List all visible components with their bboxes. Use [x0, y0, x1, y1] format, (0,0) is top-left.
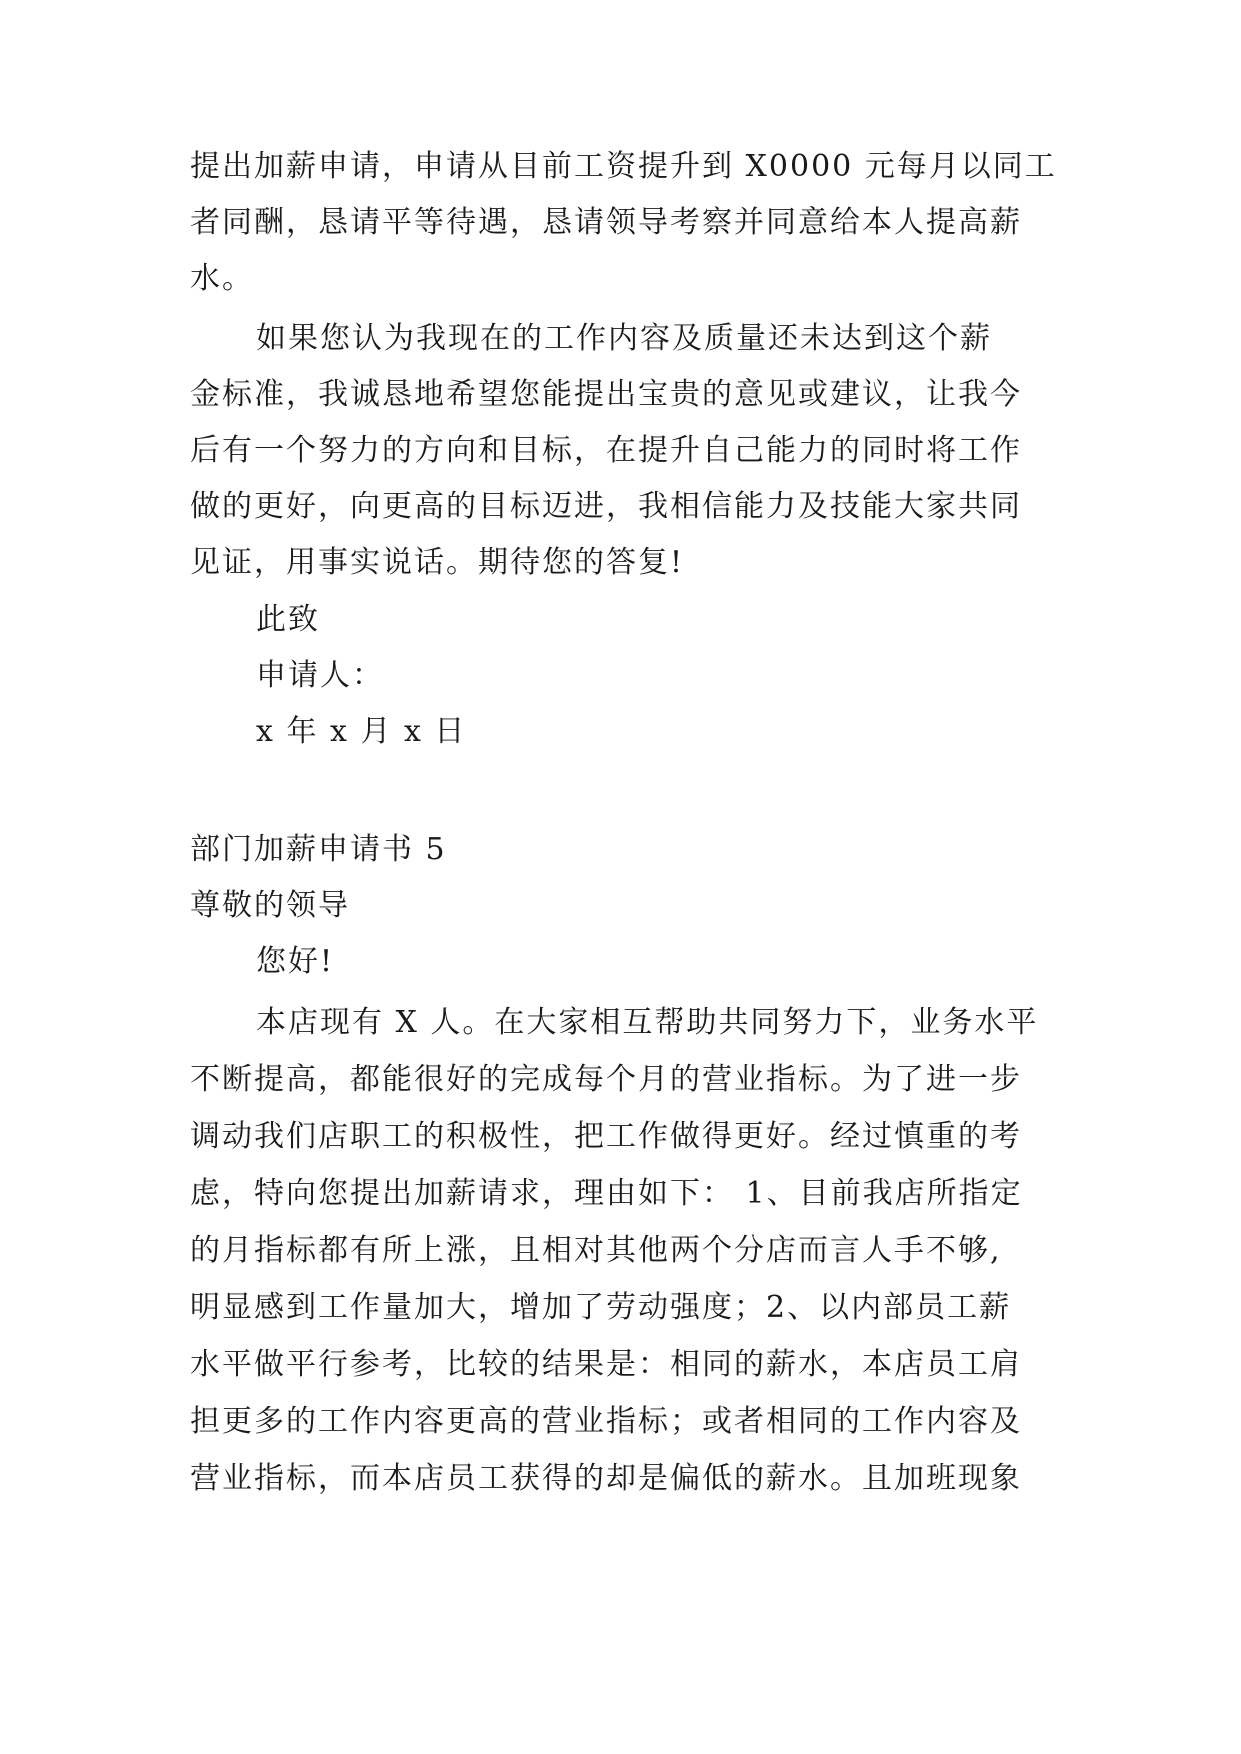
paragraph-line: 水平做平行参考，比较的结果是：相同的薪水，本店员工肩	[190, 1347, 1022, 1382]
applicant-label: 申请人：	[256, 658, 384, 693]
section-title: 部门加薪申请书 5	[190, 832, 447, 867]
paragraph-line: 明显感到工作量加大，增加了劳动强度；2、以内部员工薪	[190, 1290, 1012, 1325]
paragraph-line: 做的更好，向更高的目标迈进，我相信能力及技能大家共同	[190, 489, 1022, 524]
greeting: 您好!	[256, 944, 335, 979]
paragraph-line: 提出加薪申请，申请从目前工资提升到 X0000 元每月以同工	[190, 149, 1057, 184]
closing-text: 此致	[256, 602, 320, 637]
paragraph-line: 不断提高，都能很好的完成每个月的营业指标。为了进一步	[190, 1062, 1022, 1097]
paragraph-line: 者同酬，恳请平等待遇，恳请领导考察并同意给本人提高薪	[190, 205, 1022, 240]
paragraph-line: 虑，特向您提出加薪请求，理由如下： 1、目前我店所指定	[190, 1176, 1023, 1211]
paragraph-line: 营业指标，而本店员工获得的却是偏低的薪水。且加班现象	[190, 1461, 1022, 1496]
paragraph-line: 见证，用事实说话。期待您的答复!	[190, 545, 685, 580]
paragraph-line: 如果您认为我现在的工作内容及质量还未达到这个薪	[256, 321, 992, 356]
paragraph-line: 的月指标都有所上涨，且相对其他两个分店而言人手不够,	[190, 1233, 1002, 1268]
salutation: 尊敬的领导	[190, 888, 350, 923]
date-line: x 年 x 月 x 日	[256, 714, 467, 749]
paragraph-line: 水。	[190, 261, 254, 296]
paragraph-line: 本店现有 X 人。在大家相互帮助共同努力下，业务水平	[256, 1005, 1039, 1040]
paragraph-line: 金标准，我诚恳地希望您能提出宝贵的意见或建议，让我今	[190, 377, 1022, 412]
paragraph-line: 调动我们店职工的积极性，把工作做得更好。经过慎重的考	[190, 1119, 1022, 1154]
paragraph-line: 担更多的工作内容更高的营业指标；或者相同的工作内容及	[190, 1404, 1022, 1439]
paragraph-line: 后有一个努力的方向和目标，在提升自己能力的同时将工作	[190, 433, 1022, 468]
